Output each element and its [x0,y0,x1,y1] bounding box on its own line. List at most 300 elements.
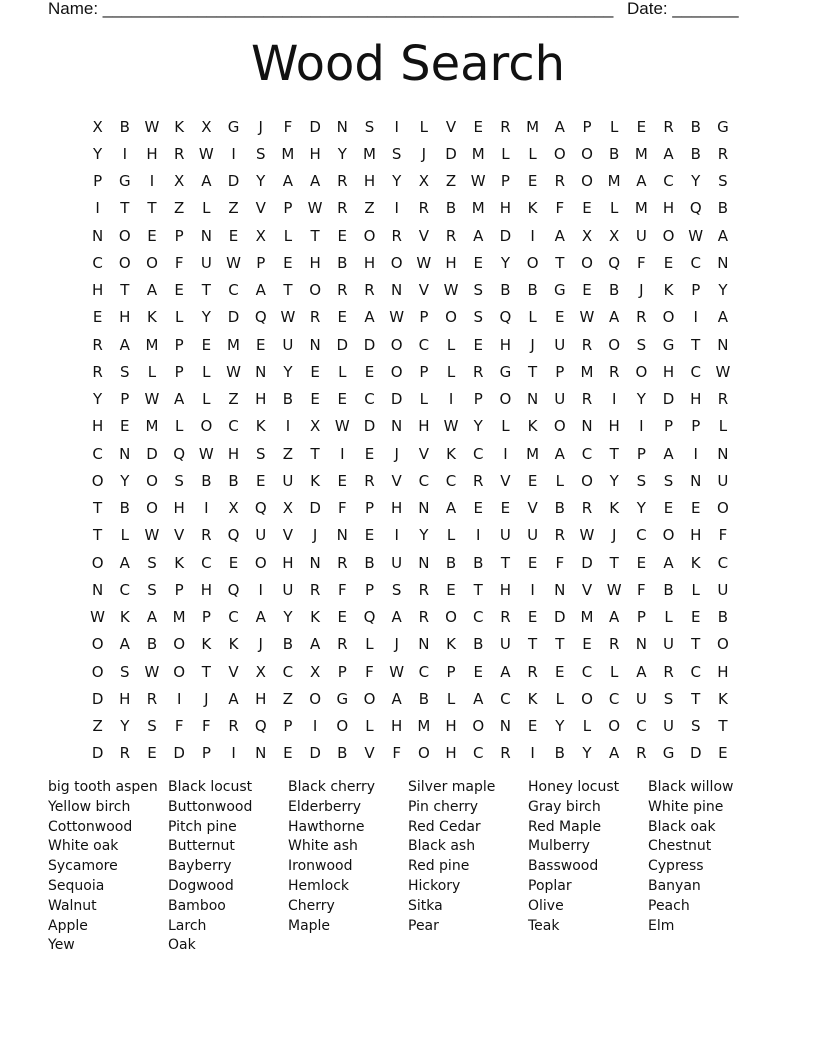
grid-letter: T [147,199,157,218]
grid-letter: D [499,226,512,245]
grid-letter: A [174,390,185,409]
grid-row [84,113,737,140]
grid-letter: F [174,253,184,272]
grid-row [84,713,737,740]
grid-row [84,413,737,440]
word-column [48,778,168,956]
word-item: Buttonwood [168,798,253,815]
page-title: Wood Search [250,36,565,92]
grid-letter: J [611,526,617,545]
grid-letter: A [554,226,565,245]
grid-letter: B [337,744,348,763]
grid-letter: I [476,526,481,545]
grid-letter: A [228,689,239,708]
grid-letter: P [636,608,646,627]
grid-letter: M [362,144,376,163]
grid-letter: I [530,744,535,763]
grid-letter: E [147,226,157,245]
grid-letter: C [500,689,511,708]
grid-letter: O [390,335,403,354]
grid-letter: R [608,362,620,381]
grid-letter: E [473,253,483,272]
word-item: Larch [168,917,207,934]
grid-letter: L [555,471,564,490]
grid-letter: I [394,117,399,136]
grid-letter: C [119,580,131,599]
grid-letter: P [419,308,429,327]
grid-letter: O [118,253,131,272]
grid-letter: N [91,580,104,599]
grid-letter: O [662,308,675,327]
grid-letter: Y [718,281,728,300]
grid-letter: O [173,662,186,681]
grid-letter: U [282,580,294,599]
grid-letter: V [581,580,593,599]
grid-letter: L [202,199,211,218]
grid-letter: H [662,199,675,218]
grid-letter: D [390,390,403,409]
grid-letter: W [144,526,160,545]
grid-letter: K [446,444,456,463]
grid-letter: I [693,444,698,463]
grid-letter: V [418,444,429,463]
grid-letter: B [473,635,484,654]
grid-row [84,249,737,276]
word-column [528,778,648,956]
word-item: Olive [528,897,564,914]
grid-letter: O [445,308,457,327]
grid-letter: M [526,444,540,463]
grid-letter: T [93,499,103,518]
grid-letter: X [418,172,429,191]
grid-letter: H [445,744,457,763]
grid-letter: R [364,281,375,300]
grid-letter: O [526,253,539,272]
grid-letter: L [609,117,619,136]
grid-letter: K [255,417,266,436]
grid-letter: R [581,335,593,354]
grid-letter: E [527,553,538,572]
grid-letter: F [392,744,401,763]
grid-letter: T [500,553,510,572]
grid-letter: D [173,744,185,763]
grid-letter: E [718,744,728,763]
grid-letter: B [337,253,348,272]
grid-letter: S [663,471,674,490]
grid-letter: A [609,308,620,327]
grid-letter: R [309,308,321,327]
grid-letter: F [337,580,347,599]
word-item: Red pine [408,858,470,875]
grid-letter: R [228,717,239,736]
word-item: Gray birch [528,798,601,815]
grid-letter: B [663,580,674,599]
grid-letter: K [690,553,701,572]
grid-letter: N [418,499,430,518]
grid-letter: H [309,253,321,272]
grid-letter: H [146,144,158,163]
grid-letter: L [365,635,374,654]
word-item: Cypress [648,858,704,875]
grid-row [84,440,737,467]
grid-row [84,604,737,631]
grid-letter: G [499,362,512,381]
grid-letter: I [312,717,318,736]
word-item: Ironwood [288,858,353,875]
grid-letter: N [526,390,539,409]
grid-letter: J [639,281,644,300]
grid-letter: O [581,471,593,490]
grid-row [84,195,737,222]
grid-letter: P [446,662,456,681]
word-item: Elderberry [288,798,362,815]
grid-letter: R [500,117,511,136]
grid-letter: K [310,608,321,627]
grid-letter: A [309,172,321,191]
grid-letter: U [635,689,647,708]
grid-letter: V [500,471,511,490]
grid-letter: S [718,172,728,191]
grid-letter: H [173,499,185,518]
grid-letter: K [527,689,538,708]
grid-letter: L [664,608,673,627]
grid-letter: O [581,253,593,272]
grid-letter: C [636,526,647,545]
grid-letter: O [390,362,403,381]
grid-letter: U [635,226,647,245]
grid-letter: H [309,144,321,163]
grid-letter: O [309,281,321,300]
grid-letter: V [255,199,266,218]
grid-letter: X [255,662,266,681]
grid-letter: P [283,199,293,218]
word-item: Black willow [648,779,734,795]
grid-letter: R [636,308,647,327]
grid-letter: A [391,608,402,627]
grid-letter: O [200,417,213,436]
grid-letter: L [202,362,211,381]
grid-letter: M [145,417,159,436]
grid-letter: Q [173,444,186,463]
grid-letter: S [147,580,157,599]
grid-letter: T [120,281,130,300]
grid-letter: R [92,335,103,354]
grid-letter: P [201,744,211,763]
word-item: Black ash [408,838,476,855]
grid-letter: N [499,717,512,736]
word-column [408,778,528,956]
grid-letter: S [147,717,157,736]
grid-letter: A [636,662,647,681]
word-item: Black locust [168,779,253,795]
grid-letter: R [337,635,348,654]
grid-letter: H [255,390,267,409]
grid-letter: P [120,390,130,409]
grid-letter: H [690,526,702,545]
grid-letter: B [500,281,511,300]
grid-letter: O [581,172,593,191]
grid-row [84,222,737,249]
grid-letter: V [445,117,457,136]
grid-letter: K [663,281,674,300]
word-item: White oak [48,838,119,855]
grid-letter: O [553,417,566,436]
grid-letter: C [690,662,701,681]
word-item: Mulberry [528,838,590,855]
grid-letter: V [228,662,239,681]
grid-letter: O [553,144,566,163]
name-field-label: Name: ______________________________________________________ [48,0,614,18]
word-item: Poplar [528,877,572,894]
grid-letter: W [226,253,241,272]
grid-letter: G [336,689,349,708]
grid-row [84,495,737,522]
grid-letter: D [581,553,593,572]
grid-letter: O [309,689,321,708]
grid-letter: O [363,689,376,708]
word-item: Bayberry [168,858,232,875]
letter-grid [84,113,737,767]
grid-letter: H [690,390,702,409]
grid-letter: V [418,226,429,245]
grid-letter: W [416,253,432,272]
grid-letter: B [228,471,239,490]
grid-letter: G [227,117,240,136]
grid-letter: F [337,499,347,518]
grid-letter: C [228,608,239,627]
grid-letter: W [389,662,405,681]
grid-letter: T [120,199,130,218]
grid-letter: A [282,172,294,191]
grid-letter: D [554,608,566,627]
grid-letter: Y [120,717,130,736]
grid-letter: I [122,144,127,163]
word-item: Red Cedar [408,818,481,835]
word-item: big tooth aspen [48,779,158,795]
grid-letter: A [309,635,321,654]
grid-letter: X [174,172,185,191]
grid-letter: A [663,144,674,163]
grid-letter: X [282,499,294,518]
grid-letter: F [555,553,565,572]
grid-row [84,331,737,358]
grid-letter: A [391,689,402,708]
grid-letter: T [609,444,619,463]
grid-letter: K [174,117,185,136]
grid-letter: D [309,117,321,136]
grid-letter: E [310,362,320,381]
grid-row [84,658,737,685]
word-item: Honey locust [528,779,620,795]
grid-letter: I [95,199,100,218]
grid-letter: W [688,226,704,245]
grid-letter: R [554,172,565,191]
grid-letter: C [418,335,430,354]
grid-letter: R [337,553,348,572]
grid-letter: C [690,362,701,381]
grid-letter: U [717,580,729,599]
grid-letter: W [144,117,160,136]
grid-letter: D [336,335,349,354]
grid-row [84,549,737,576]
word-item: Hemlock [288,877,350,894]
grid-letter: E [690,608,701,627]
grid-letter: E [473,499,483,518]
grid-row [84,576,737,603]
grid-letter: E [582,281,592,300]
grid-letter: F [365,662,374,681]
grid-letter: V [418,281,429,300]
grid-letter: L [446,362,456,381]
grid-letter: G [662,744,675,763]
grid-letter: B [445,199,457,218]
grid-letter: K [446,635,456,654]
grid-letter: I [693,308,698,327]
grid-letter: I [176,689,182,708]
grid-letter: Y [120,471,130,490]
grid-letter: W [606,580,622,599]
grid-letter: P [93,172,103,191]
word-item: Hickory [408,877,461,894]
grid-letter: A [473,689,484,708]
grid-letter: O [662,526,675,545]
grid-letter: P [174,335,184,354]
grid-letter: X [92,117,103,136]
grid-letter: K [201,635,212,654]
grid-letter: S [255,144,266,163]
grid-letter: L [174,417,184,436]
grid-letter: K [174,553,185,572]
grid-letter: T [555,635,565,654]
grid-letter: W [144,662,160,681]
grid-letter: O [499,390,512,409]
grid-letter: A [609,744,620,763]
grid-letter: X [228,499,239,518]
grid-letter: R [337,281,348,300]
grid-letter: C [92,444,103,463]
grid-letter: O [635,362,648,381]
grid-letter: P [364,499,374,518]
grid-letter: R [608,635,620,654]
grid-letter: C [472,608,484,627]
grid-letter: R [473,362,484,381]
grid-letter: O [146,471,158,490]
grid-letter: R [418,580,430,599]
grid-letter: E [582,199,592,218]
grid-letter: N [255,744,267,763]
grid-letter: E [663,499,674,518]
grid-letter: C [663,172,674,191]
grid-letter: A [445,499,457,518]
grid-letter: W [307,199,323,218]
word-item: Maple [288,917,331,934]
grid-letter: E [174,281,184,300]
grid-letter: W [280,308,296,327]
grid-letter: E [473,335,483,354]
grid-letter: S [174,471,184,490]
grid-letter: B [364,553,375,572]
grid-letter: E [337,608,348,627]
grid-letter: O [581,144,593,163]
grid-letter: L [609,199,619,218]
grid-letter: S [391,144,402,163]
grid-letter: P [582,117,592,136]
word-item: Banyan [648,877,701,894]
grid-letter: G [662,335,675,354]
grid-letter: L [174,308,184,327]
grid-letter: K [527,417,538,436]
grid-row [84,522,737,549]
grid-letter: U [663,635,675,654]
grid-letter: M [526,117,540,136]
grid-letter: A [119,335,130,354]
grid-letter: A [146,281,158,300]
grid-letter: H [363,253,376,272]
grid-letter: H [445,717,457,736]
grid-letter: R [581,499,593,518]
grid-letter: O [608,717,621,736]
grid-letter: G [118,172,131,191]
grid-letter: H [91,281,104,300]
grid-letter: E [228,226,239,245]
grid-letter: C [282,662,294,681]
grid-letter: I [285,417,291,436]
grid-letter: W [389,308,405,327]
grid-letter: I [258,580,263,599]
grid-letter: Z [364,199,375,218]
grid-letter: P [664,417,674,436]
grid-letter: A [201,172,212,191]
word-item: Black oak [648,818,716,835]
grid-letter: B [473,553,484,572]
grid-letter: E [283,744,293,763]
grid-letter: V [364,744,375,763]
grid-letter: A [146,608,158,627]
grid-letter: R [337,172,348,191]
grid-letter: K [527,199,538,218]
grid-letter: U [282,471,294,490]
grid-letter: N [200,226,212,245]
grid-letter: Y [201,308,211,327]
grid-letter: U [499,526,511,545]
grid-letter: R [663,117,674,136]
grid-letter: A [663,444,674,463]
grid-letter: B [119,117,130,136]
grid-letter: P [691,417,701,436]
grid-letter: Q [608,253,621,272]
grid-letter: T [201,281,211,300]
grid-letter: L [419,390,429,409]
grid-letter: E [527,471,538,490]
grid-letter: A [119,635,130,654]
grid-letter: F [283,117,293,136]
grid-letter: H [91,417,104,436]
grid-letter: E [337,390,348,409]
grid-letter: L [582,717,592,736]
grid-letter: P [256,253,266,272]
grid-letter: B [554,499,565,518]
grid-letter: W [579,526,595,545]
grid-letter: L [609,662,619,681]
grid-letter: E [201,335,212,354]
grid-letter: L [501,144,510,163]
grid-letter: O [417,744,430,763]
word-item: Pear [408,917,439,934]
word-item: White pine [648,798,724,815]
grid-letter: C [418,662,430,681]
word-item: Basswood [528,858,599,875]
grid-letter: H [608,417,620,436]
